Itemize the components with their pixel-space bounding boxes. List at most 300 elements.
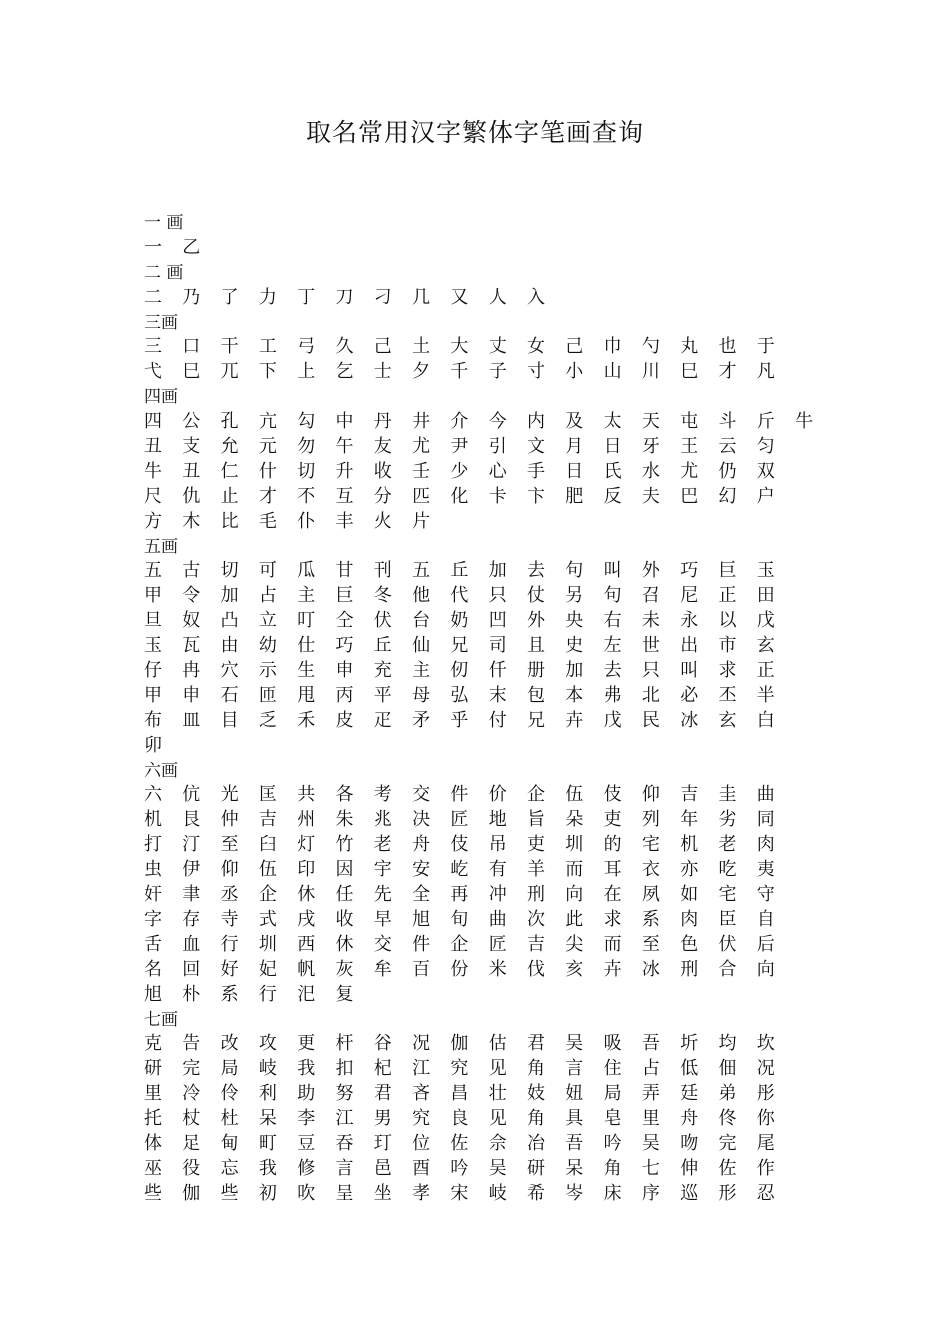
character: 吉 <box>680 784 699 806</box>
character: 充 <box>373 660 392 682</box>
character: 尹 <box>450 436 469 458</box>
character: 均 <box>718 1033 737 1055</box>
character: 聿 <box>182 884 201 906</box>
character: 七 <box>641 1157 660 1179</box>
character: 孔 <box>220 411 239 433</box>
character: 初 <box>258 1182 277 1204</box>
character: 忘 <box>220 1157 239 1179</box>
character: 式 <box>258 908 277 930</box>
character: 弓 <box>297 336 316 358</box>
character: 言 <box>565 1058 584 1080</box>
character: 杆 <box>335 1033 354 1055</box>
character: 石 <box>220 684 239 706</box>
character: 扣 <box>335 1058 354 1080</box>
character: 豆 <box>297 1132 316 1154</box>
character: 叮 <box>297 610 316 632</box>
character: 杖 <box>182 1108 201 1130</box>
character: 地 <box>488 809 507 831</box>
character: 伽 <box>182 1182 201 1204</box>
character: 呈 <box>335 1182 354 1204</box>
character: 吟 <box>603 1132 622 1154</box>
character: 位 <box>412 1132 431 1154</box>
character: 及 <box>565 411 584 433</box>
character: 分 <box>373 485 392 507</box>
character: 乎 <box>450 709 469 731</box>
character: 坐 <box>373 1182 392 1204</box>
character: 干 <box>220 336 239 358</box>
character: 丁 <box>297 286 316 308</box>
character: 子 <box>488 361 507 383</box>
character: 女 <box>527 336 545 358</box>
character: 半 <box>756 684 775 706</box>
character: 佐 <box>718 1157 737 1179</box>
character: 劣 <box>718 809 737 831</box>
character: 吹 <box>297 1182 316 1204</box>
section-heading: 七画 <box>144 1009 178 1030</box>
character: 在 <box>603 884 622 906</box>
character: 皂 <box>603 1108 622 1130</box>
character-row <box>144 360 824 385</box>
character: 西 <box>297 933 316 955</box>
character: 力 <box>258 286 277 308</box>
character: 序 <box>641 1182 660 1204</box>
character: 申 <box>182 684 201 706</box>
character: 他 <box>412 585 431 607</box>
character: 吞 <box>335 1132 354 1154</box>
character: 止 <box>220 485 239 507</box>
character: 宅 <box>641 834 660 856</box>
character: 卡 <box>488 485 507 507</box>
character: 究 <box>412 1108 431 1130</box>
character: 仰 <box>641 784 660 806</box>
character: 什 <box>258 460 277 482</box>
character: 艮 <box>182 809 201 831</box>
character: 伏 <box>373 610 392 632</box>
character: 印 <box>297 859 316 881</box>
character: 夫 <box>641 485 660 507</box>
character: 冰 <box>641 958 660 980</box>
character: 打 <box>144 834 162 856</box>
character: 瓦 <box>182 635 201 657</box>
character: 右 <box>603 610 622 632</box>
character-row <box>144 1157 824 1182</box>
character: 我 <box>258 1157 277 1179</box>
character-row <box>144 783 824 808</box>
character: 乙 <box>182 236 201 258</box>
character: 行 <box>258 983 277 1005</box>
character: 米 <box>488 958 507 980</box>
character: 千 <box>450 361 469 383</box>
character: 疋 <box>373 709 392 731</box>
character-row <box>144 908 824 933</box>
character: 存 <box>182 908 201 930</box>
character: 求 <box>718 660 737 682</box>
character: 百 <box>412 958 431 980</box>
character: 己 <box>565 336 584 358</box>
character: 生 <box>297 660 316 682</box>
character: 因 <box>335 859 354 881</box>
character: 究 <box>450 1058 469 1080</box>
character: 夙 <box>641 884 660 906</box>
character: 早 <box>373 908 392 930</box>
character-row <box>144 983 824 1008</box>
character: 行 <box>220 933 239 955</box>
character: 三 <box>144 336 162 358</box>
character-row <box>144 709 824 734</box>
character: 决 <box>412 809 431 831</box>
character: 仔 <box>144 660 162 682</box>
character: 主 <box>297 585 316 607</box>
character: 大 <box>450 336 469 358</box>
character: 亥 <box>565 958 584 980</box>
character: 伐 <box>527 958 545 980</box>
character: 列 <box>641 809 660 831</box>
character: 研 <box>527 1157 545 1179</box>
character: 吴 <box>488 1157 507 1179</box>
character: 午 <box>335 436 354 458</box>
character: 尖 <box>565 933 584 955</box>
character: 丸 <box>680 336 699 358</box>
character: 亢 <box>258 411 277 433</box>
character: 巫 <box>144 1157 162 1179</box>
character-row <box>144 584 824 609</box>
character: 吉 <box>258 809 277 831</box>
character: 卉 <box>603 958 622 980</box>
character: 古 <box>182 560 201 582</box>
character: 央 <box>565 610 584 632</box>
character: 君 <box>527 1033 545 1055</box>
character: 巾 <box>603 336 622 358</box>
character: 匀 <box>756 436 775 458</box>
character: 支 <box>182 436 201 458</box>
character: 灰 <box>335 958 354 980</box>
character: 勺 <box>641 336 660 358</box>
character: 曲 <box>756 784 775 806</box>
character: 上 <box>297 361 316 383</box>
character: 占 <box>641 1058 660 1080</box>
character: 月 <box>565 436 584 458</box>
character-row <box>144 659 824 684</box>
character: 井 <box>412 411 431 433</box>
character: 回 <box>182 958 201 980</box>
character: 羊 <box>527 859 545 881</box>
character: 才 <box>718 361 737 383</box>
character: 曲 <box>488 908 507 930</box>
character: 二 <box>144 286 162 308</box>
character: 虫 <box>144 859 162 881</box>
character: 夷 <box>756 859 775 881</box>
character: 妃 <box>258 958 277 980</box>
character: 利 <box>258 1083 277 1105</box>
character: 昌 <box>450 1083 469 1105</box>
character: 五 <box>144 560 162 582</box>
character: 伏 <box>718 933 737 955</box>
character: 弗 <box>603 684 622 706</box>
character: 牛 <box>144 460 162 482</box>
character-row <box>144 1182 824 1207</box>
character: 史 <box>565 635 584 657</box>
character: 各 <box>335 784 354 806</box>
character: 可 <box>258 560 277 582</box>
character: 字 <box>144 908 162 930</box>
section-heading: 三画 <box>144 312 178 333</box>
character: 匝 <box>258 684 277 706</box>
character: 氏 <box>603 460 622 482</box>
character: 只 <box>488 585 507 607</box>
character: 少 <box>450 460 469 482</box>
character: 舟 <box>412 834 431 856</box>
character: 江 <box>335 1108 354 1130</box>
character: 角 <box>603 1157 622 1179</box>
section-heading: 一 画 <box>144 213 184 233</box>
character: 伍 <box>258 859 277 881</box>
character-row <box>144 734 824 759</box>
character: 杞 <box>373 1058 392 1080</box>
character: 足 <box>182 1132 201 1154</box>
character: 申 <box>335 660 354 682</box>
character: 妞 <box>565 1083 584 1105</box>
character: 仙 <box>412 635 431 657</box>
character: 互 <box>335 485 354 507</box>
character: 句 <box>565 560 584 582</box>
character: 考 <box>373 784 392 806</box>
character: 价 <box>488 784 507 806</box>
character: 川 <box>641 361 660 383</box>
character: 玉 <box>144 635 162 657</box>
character: 合 <box>718 958 737 980</box>
character: 口 <box>182 336 201 358</box>
character: 不 <box>297 485 316 507</box>
character-row <box>144 858 824 883</box>
character: 手 <box>527 460 545 482</box>
character: 局 <box>220 1058 239 1080</box>
character: 巧 <box>680 560 699 582</box>
character: 再 <box>450 884 469 906</box>
character: 丑 <box>144 436 162 458</box>
character: 完 <box>182 1058 201 1080</box>
character: 加 <box>488 560 507 582</box>
character: 包 <box>527 684 545 706</box>
character: 幻 <box>718 485 737 507</box>
character: 幼 <box>258 635 277 657</box>
character: 刊 <box>373 560 392 582</box>
character: 丹 <box>373 411 392 433</box>
character: 作 <box>756 1157 775 1179</box>
character: 外 <box>527 610 545 632</box>
character: 男 <box>373 1108 392 1130</box>
character: 巳 <box>680 361 699 383</box>
character: 宋 <box>450 1182 469 1204</box>
character: 里 <box>144 1083 162 1105</box>
character: 卞 <box>527 485 545 507</box>
character-row <box>144 510 824 535</box>
character: 由 <box>220 635 239 657</box>
character: 且 <box>527 635 545 657</box>
character: 里 <box>641 1108 660 1130</box>
character-row <box>144 1082 824 1107</box>
character: 向 <box>756 958 775 980</box>
character: 旨 <box>527 809 545 831</box>
character: 宇 <box>373 859 392 881</box>
character: 血 <box>182 933 201 955</box>
character: 太 <box>603 411 622 433</box>
character: 刑 <box>527 884 545 906</box>
character: 况 <box>756 1058 775 1080</box>
character: 冶 <box>527 1132 545 1154</box>
character: 估 <box>488 1033 507 1055</box>
character: 反 <box>603 485 622 507</box>
character: 改 <box>220 1033 239 1055</box>
character: 丞 <box>220 884 239 906</box>
character: 同 <box>756 809 775 831</box>
character-row <box>144 1107 824 1132</box>
character: 火 <box>373 510 392 532</box>
character: 企 <box>527 784 545 806</box>
character: 巨 <box>335 585 354 607</box>
character: 冷 <box>182 1083 201 1105</box>
character: 至 <box>641 933 660 955</box>
character: 以 <box>718 610 737 632</box>
character: 仆 <box>297 510 316 532</box>
character: 杜 <box>220 1108 239 1130</box>
character: 吊 <box>488 834 507 856</box>
character: 戊 <box>756 610 775 632</box>
character: 系 <box>220 983 239 1005</box>
character: 加 <box>565 660 584 682</box>
character: 机 <box>680 834 699 856</box>
character: 求 <box>603 908 622 930</box>
character: 伊 <box>182 859 201 881</box>
character-row <box>144 460 824 485</box>
character: 老 <box>718 834 737 856</box>
character-row <box>144 1057 824 1082</box>
character: 肉 <box>756 834 775 856</box>
character-row <box>144 559 824 584</box>
character: 句 <box>603 585 622 607</box>
character: 玄 <box>756 635 775 657</box>
character: 玉 <box>756 560 775 582</box>
character: 小 <box>565 361 584 383</box>
character: 巳 <box>182 361 201 383</box>
character: 凸 <box>220 610 239 632</box>
character: 廷 <box>680 1083 699 1105</box>
character-row <box>144 833 824 858</box>
character: 去 <box>603 660 622 682</box>
character: 允 <box>220 436 239 458</box>
character: 向 <box>565 884 584 906</box>
character: 乏 <box>258 709 277 731</box>
character: 冰 <box>680 709 699 731</box>
character: 夕 <box>412 361 431 383</box>
character: 屹 <box>450 859 469 881</box>
character: 天 <box>641 411 660 433</box>
character: 皮 <box>335 709 354 731</box>
character: 尾 <box>756 1132 775 1154</box>
character: 呆 <box>258 1108 277 1130</box>
character-row <box>144 933 824 958</box>
character: 册 <box>527 660 545 682</box>
character: 企 <box>450 933 469 955</box>
character: 见 <box>488 1108 507 1130</box>
character: 仟 <box>488 660 507 682</box>
character: 老 <box>373 834 392 856</box>
character: 助 <box>297 1083 316 1105</box>
character: 牙 <box>641 436 660 458</box>
character: 土 <box>412 336 431 358</box>
character: 旭 <box>412 908 431 930</box>
character: 穴 <box>220 660 239 682</box>
character: 才 <box>258 485 277 507</box>
character: 希 <box>527 1182 545 1204</box>
character: 仗 <box>527 585 545 607</box>
character: 伶 <box>220 1083 239 1105</box>
character: 住 <box>603 1058 622 1080</box>
character: 努 <box>335 1083 354 1105</box>
character: 全 <box>412 884 431 906</box>
character: 壬 <box>412 460 431 482</box>
character: 佐 <box>450 1132 469 1154</box>
character: 召 <box>641 585 660 607</box>
character: 佃 <box>718 1058 737 1080</box>
character: 卉 <box>565 709 584 731</box>
character: 占 <box>258 585 277 607</box>
character: 耳 <box>603 859 622 881</box>
character: 交 <box>412 784 431 806</box>
character: 凹 <box>488 610 507 632</box>
character: 床 <box>603 1182 622 1204</box>
character: 宅 <box>718 884 737 906</box>
character: 自 <box>756 908 775 930</box>
character: 光 <box>220 784 239 806</box>
character: 年 <box>680 809 699 831</box>
character: 戌 <box>297 908 316 930</box>
character: 巴 <box>680 485 699 507</box>
character: 系 <box>641 908 660 930</box>
character: 托 <box>144 1108 162 1130</box>
character: 尤 <box>680 460 699 482</box>
character: 玎 <box>373 1132 392 1154</box>
character: 舌 <box>144 933 162 955</box>
character: 平 <box>373 684 392 706</box>
character: 亦 <box>680 859 699 881</box>
character: 而 <box>565 859 584 881</box>
character: 朱 <box>335 809 354 831</box>
character: 兄 <box>527 709 545 731</box>
character: 又 <box>450 286 469 308</box>
character: 也 <box>718 336 737 358</box>
character: 彤 <box>756 1083 775 1105</box>
character-row <box>144 410 824 435</box>
character: 方 <box>144 510 162 532</box>
character: 日 <box>565 460 584 482</box>
character: 丈 <box>488 336 507 358</box>
character: 寺 <box>220 908 239 930</box>
character: 王 <box>680 436 699 458</box>
character: 件 <box>412 933 431 955</box>
character: 丰 <box>335 510 354 532</box>
character: 先 <box>373 884 392 906</box>
character: 丕 <box>718 684 737 706</box>
character: 你 <box>756 1108 775 1130</box>
character-row <box>144 808 824 833</box>
character: 引 <box>488 436 507 458</box>
character: 人 <box>488 286 507 308</box>
character: 屯 <box>680 411 699 433</box>
character: 仞 <box>450 660 469 682</box>
character: 五 <box>412 560 431 582</box>
character: 冲 <box>488 884 507 906</box>
character: 佟 <box>718 1108 737 1130</box>
